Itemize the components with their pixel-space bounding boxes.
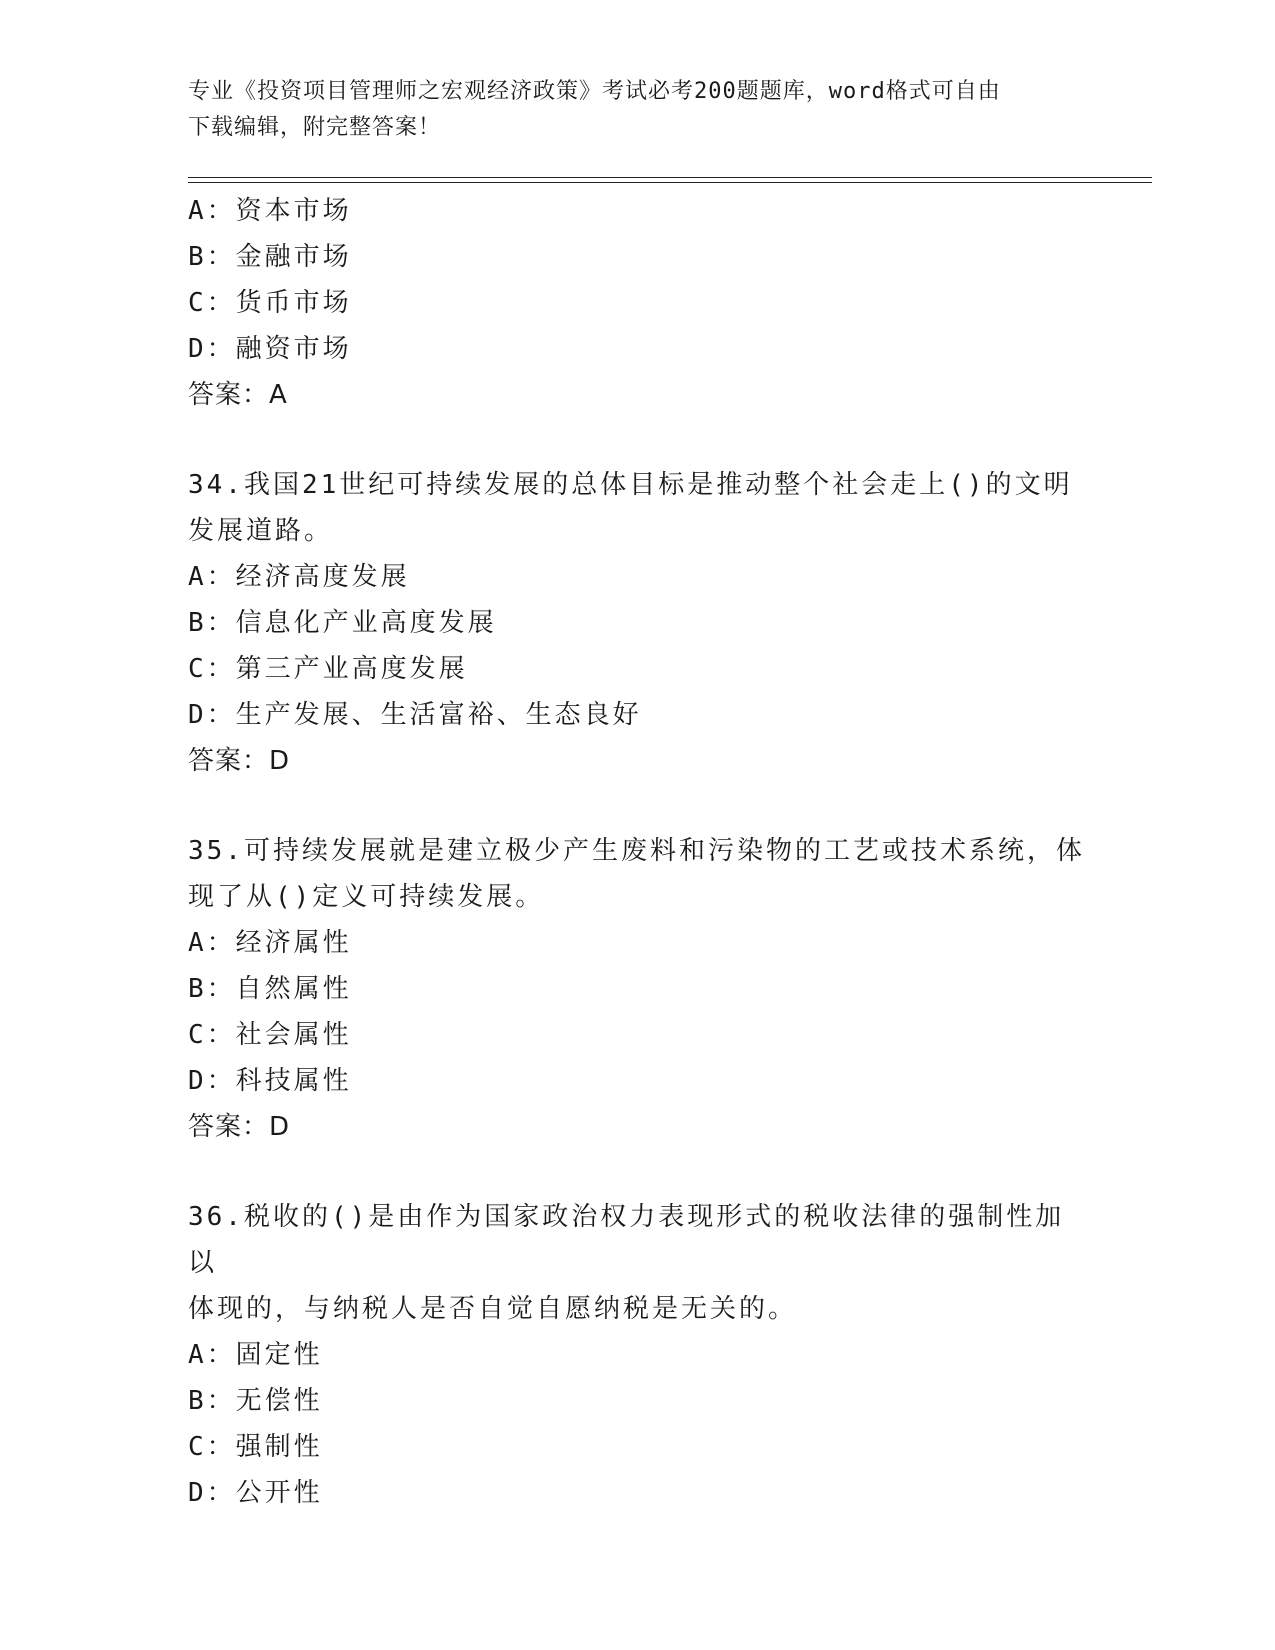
option-b: B：自然属性: [188, 974, 352, 1004]
answer-line: 答案：D: [188, 746, 291, 776]
answer-line: 答案：A: [188, 380, 288, 410]
option-a: A：资本市场: [188, 196, 352, 226]
question-36: [188, 1194, 1088, 1516]
option-b: B：无偿性: [188, 1386, 323, 1416]
header-divider-top: [188, 177, 1152, 178]
option-d: D：科技属性: [188, 1066, 352, 1096]
header-line-2: 下载编辑，附完整答案！: [188, 115, 442, 140]
option-b: B：金融市场: [188, 242, 352, 272]
option-d: D：融资市场: [188, 334, 352, 364]
option-b: B：信息化产业高度发展: [188, 608, 497, 638]
option-c: C：强制性: [188, 1432, 323, 1462]
question-33-continuation: [188, 188, 1088, 418]
option-a: A：经济高度发展: [188, 562, 410, 592]
option-a: A：经济属性: [188, 928, 352, 958]
option-d: D：公开性: [188, 1478, 323, 1508]
question-stem: 34.我国21世纪可持续发展的总体目标是推动整个社会走上()的文明 发展道路。: [188, 470, 1073, 546]
question-34: [188, 462, 1088, 784]
option-c: C：第三产业高度发展: [188, 654, 468, 684]
option-c: C：货币市场: [188, 288, 352, 318]
answer-line: 答案：D: [188, 1112, 291, 1142]
question-35: [188, 828, 1088, 1150]
document-header: [188, 74, 1088, 146]
question-stem: 35.可持续发展就是建立极少产生废料和污染物的工艺或技术系统，体 现了从()定义可持续发展。: [188, 836, 1085, 912]
option-a: A：固定性: [188, 1340, 323, 1370]
option-d: D：生产发展、生活富裕、生态良好: [188, 700, 642, 730]
question-stem: 36.税收的()是由作为国家政治权力表现形式的税收法律的强制性加以 体现的，与纳税人是否自觉自愿纳税是无关的。: [188, 1202, 1065, 1324]
option-c: C：社会属性: [188, 1020, 352, 1050]
document-body: [188, 188, 1088, 1516]
header-line-1: 专业《投资项目管理师之宏观经济政策》考试必考200题题库，word格式可自由: [188, 79, 1001, 104]
header-divider-bottom: [188, 182, 1152, 183]
